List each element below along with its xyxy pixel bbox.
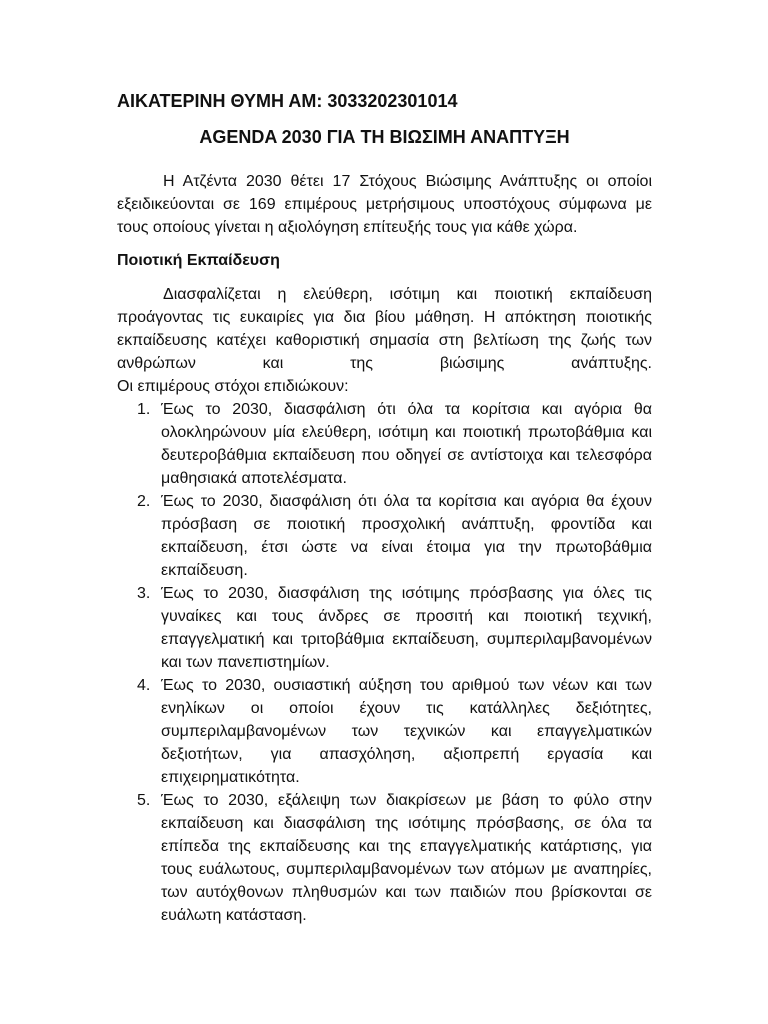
- list-item-text: Έως το 2030, ουσιαστική αύξηση του αριθμού των νέων και των ενηλίκων οι οποίοι έχουν τις κατάλληλες δεξιότητες, συμπεριλαμβανομένων των τεχνικών και επαγγελματικών δεξιοτήτων, για απασχόληση, αξιοπρεπή εργασία και επιχειρηματικότητα.: [161, 677, 652, 786]
- list-item-text: Έως το 2030, διασφάλιση ότι όλα τα κορίτσια και αγόρια θα έχουν πρόσβαση σε ποιοτική προσχολική ανάπτυξη, φροντίδα και εκπαίδευση, έτσι ώστε να είναι έτοιμα για την πρωτοβάθμια εκπαίδευση.: [161, 493, 652, 579]
- list-item: [117, 789, 652, 927]
- list-item: [117, 582, 652, 674]
- goals-intro: Οι επιμέρους στόχοι επιδιώκουν:: [117, 378, 349, 395]
- list-number: 5.: [137, 792, 151, 809]
- goals-list: [117, 398, 652, 927]
- document-page: [117, 88, 652, 927]
- document-title: AGENDA 2030 ΓΙΑ ΤΗ ΒΙΩΣΙΜΗ ΑΝΑΠΤΥΞΗ: [199, 127, 570, 147]
- section-paragraph: Διασφαλίζεται η ελεύθερη, ισότιμη και ποιοτική εκπαίδευση προάγοντας τις ευκαιρίες για δια βίου μάθηση. Η απόκτηση ποιοτικής εκπαίδευσης κατέχει καθοριστική σημασία στη βελτίωση της ζωής των ανθρώπων και της βιώσιμης ανάπτυξης.: [117, 286, 652, 372]
- list-number: 4.: [137, 677, 151, 694]
- list-number: 1.: [137, 401, 151, 418]
- list-item-text: Έως το 2030, διασφάλιση ότι όλα τα κορίτσια και αγόρια θα ολοκληρώνουν μία ελεύθερη, ισότιμη και ποιοτική πρωτοβάθμια και δευτεροβάθμια εκπαίδευση που οδηγεί σε αντίστοιχα και τελεσφόρα μαθησιακά αποτελέσματα.: [161, 401, 652, 487]
- list-item-text: Έως το 2030, εξάλειψη των διακρίσεων με βάση το φύλο στην εκπαίδευση και διασφάλιση της ισότιμης πρόσβασης, σε όλα τα επίπεδα της εκπαίδευσης και της επαγγελματικής κατάρτισης, για τους ευάλωτους, συμπεριλαμβανομένων των ατόμων με αναπηρίες, των αυτόχθονων πληθυσμών και των παιδιών που βρίσκονται σε ευάλωτη κατάσταση.: [161, 792, 652, 924]
- list-item: [117, 398, 652, 490]
- list-number: 2.: [137, 493, 151, 510]
- intro-paragraph: Η Ατζέντα 2030 θέτει 17 Στόχους Βιώσιμης Ανάπτυξης οι οποίοι εξειδικεύονται σε 169 επιμέρους μετρήσιμους υποστόχους σύμφωνα με τους οποίους γίνεται η αξιολόγηση επίτευξής τους για κάθε χώρα.: [117, 173, 652, 236]
- list-item-text: Έως το 2030, διασφάλιση της ισότιμης πρόσβασης για όλες τις γυναίκες και τους άνδρες σε προσιτή και ποιοτική τεχνική, επαγγελματική και τριτοβάθμια εκπαίδευση, συμπεριλαμβανομένων και των πανεπιστημίων.: [161, 585, 652, 671]
- list-item: [117, 490, 652, 582]
- author-line: ΑΙΚΑΤΕΡΙΝΗ ΘΥΜΗ ΑΜ: 3033202301014: [117, 91, 458, 111]
- section-heading: Ποιοτική Εκπαίδευση: [117, 252, 280, 269]
- list-number: 3.: [137, 585, 151, 602]
- list-item: [117, 674, 652, 789]
